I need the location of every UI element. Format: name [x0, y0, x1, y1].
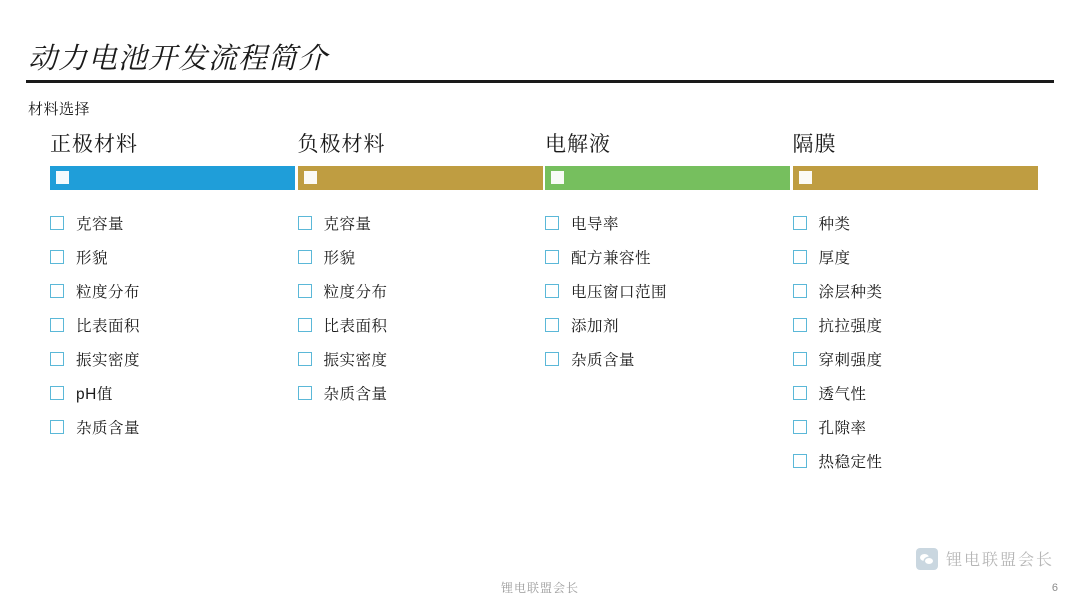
list-item[interactable]: [793, 274, 1041, 308]
list-item[interactable]: [793, 376, 1041, 410]
list-item-label: 克容量: [76, 216, 125, 233]
list-item-label: 涂层种类: [818, 284, 883, 301]
list-item-label: 配方兼容性: [571, 250, 652, 267]
column-title: 电解液: [545, 133, 611, 156]
checkbox-icon[interactable]: [298, 386, 312, 400]
list-item[interactable]: [545, 342, 793, 376]
list-item[interactable]: [793, 410, 1041, 444]
list-item-label: 电导率: [571, 216, 620, 233]
column-header-bar: [298, 166, 543, 190]
checkbox-icon[interactable]: [50, 420, 64, 434]
list-item[interactable]: [50, 206, 298, 240]
material-columns: [50, 128, 1040, 478]
section-subtitle: 材料选择: [28, 101, 91, 118]
checkbox-icon[interactable]: [793, 318, 807, 332]
list-item[interactable]: [50, 274, 298, 308]
list-item[interactable]: [545, 240, 793, 274]
checkbox-icon[interactable]: [793, 284, 807, 298]
column-separator: [793, 128, 1041, 478]
list-item[interactable]: [545, 308, 793, 342]
list-item-label: 比表面积: [323, 318, 388, 335]
checkbox-icon[interactable]: [793, 216, 807, 230]
list-item[interactable]: [298, 240, 546, 274]
column-items: [298, 206, 546, 410]
footer-text: 锂电联盟会长: [500, 581, 579, 595]
list-item[interactable]: [50, 410, 298, 444]
checkbox-icon[interactable]: [50, 284, 64, 298]
list-item-label: 穿刺强度: [818, 352, 883, 369]
checkbox-icon[interactable]: [545, 284, 559, 298]
list-item-label: 抗拉强度: [818, 318, 883, 335]
checkbox-icon[interactable]: [50, 318, 64, 332]
list-item[interactable]: [793, 308, 1041, 342]
list-item[interactable]: [50, 240, 298, 274]
list-item[interactable]: [545, 206, 793, 240]
checkbox-icon[interactable]: [793, 454, 807, 468]
column-title: 隔膜: [792, 133, 837, 156]
checkbox-icon[interactable]: [50, 250, 64, 264]
list-item[interactable]: [298, 206, 546, 240]
checkbox-icon[interactable]: [793, 386, 807, 400]
bar-checkbox-icon: [551, 171, 564, 184]
checkbox-icon[interactable]: [50, 216, 64, 230]
list-item-label: 厚度: [818, 250, 851, 267]
title-divider: [26, 80, 1054, 83]
page-number: 6: [1051, 582, 1058, 594]
bar-checkbox-icon: [56, 171, 69, 184]
list-item[interactable]: [298, 274, 546, 308]
list-item-label: 杂质含量: [323, 386, 388, 403]
list-item-label: 振实密度: [323, 352, 388, 369]
bar-checkbox-icon: [799, 171, 812, 184]
checkbox-icon[interactable]: [793, 250, 807, 264]
list-item[interactable]: [50, 376, 298, 410]
column-header-bar: [793, 166, 1038, 190]
list-item-label: 形貌: [323, 250, 356, 267]
list-item-label: 比表面积: [76, 318, 141, 335]
checkbox-icon[interactable]: [793, 352, 807, 366]
list-item-label: 克容量: [323, 216, 372, 233]
list-item-label: 杂质含量: [571, 352, 636, 369]
list-item[interactable]: [50, 308, 298, 342]
list-item-label: pH值: [76, 386, 113, 403]
wechat-icon: [916, 548, 938, 570]
checkbox-icon[interactable]: [545, 216, 559, 230]
column-header-bar: [50, 166, 295, 190]
list-item-label: 种类: [818, 216, 851, 233]
list-item-label: 粒度分布: [76, 284, 141, 301]
list-item-label: 振实密度: [76, 352, 141, 369]
column-cathode: [50, 128, 298, 478]
list-item[interactable]: [298, 308, 546, 342]
checkbox-icon[interactable]: [298, 216, 312, 230]
list-item[interactable]: [793, 206, 1041, 240]
column-items: [545, 206, 793, 376]
column-items: [50, 206, 298, 444]
column-electrolyte: [545, 128, 793, 478]
bar-checkbox-icon: [304, 171, 317, 184]
list-item[interactable]: [793, 444, 1041, 478]
checkbox-icon[interactable]: [793, 420, 807, 434]
list-item[interactable]: [793, 342, 1041, 376]
column-header-bar: [545, 166, 790, 190]
page-title: 动力电池开发流程简介: [28, 43, 329, 75]
list-item-label: 粒度分布: [323, 284, 388, 301]
watermark: [916, 547, 1054, 570]
list-item[interactable]: [545, 274, 793, 308]
list-item[interactable]: [793, 240, 1041, 274]
checkbox-icon[interactable]: [545, 318, 559, 332]
column-title: 正极材料: [50, 133, 138, 156]
checkbox-icon[interactable]: [298, 318, 312, 332]
checkbox-icon[interactable]: [545, 250, 559, 264]
list-item-label: 透气性: [818, 386, 867, 403]
column-title: 负极材料: [297, 133, 386, 156]
watermark-label: 锂电联盟会长: [945, 552, 1054, 569]
list-item-label: 电压窗口范围: [571, 284, 668, 301]
checkbox-icon[interactable]: [50, 386, 64, 400]
list-item-label: 添加剂: [571, 318, 620, 335]
list-item-label: 孔隙率: [818, 420, 867, 437]
checkbox-icon[interactable]: [298, 284, 312, 298]
list-item-label: 杂质含量: [76, 420, 141, 437]
checkbox-icon[interactable]: [298, 250, 312, 264]
list-item[interactable]: [298, 376, 546, 410]
checkbox-icon[interactable]: [50, 352, 64, 366]
list-item-label: 热稳定性: [818, 454, 883, 471]
checkbox-icon[interactable]: [545, 352, 559, 366]
list-item-label: 形貌: [76, 250, 109, 267]
column-items: [793, 206, 1041, 478]
list-item[interactable]: [298, 342, 546, 376]
checkbox-icon[interactable]: [298, 352, 312, 366]
column-anode: [298, 128, 546, 478]
list-item[interactable]: [50, 342, 298, 376]
